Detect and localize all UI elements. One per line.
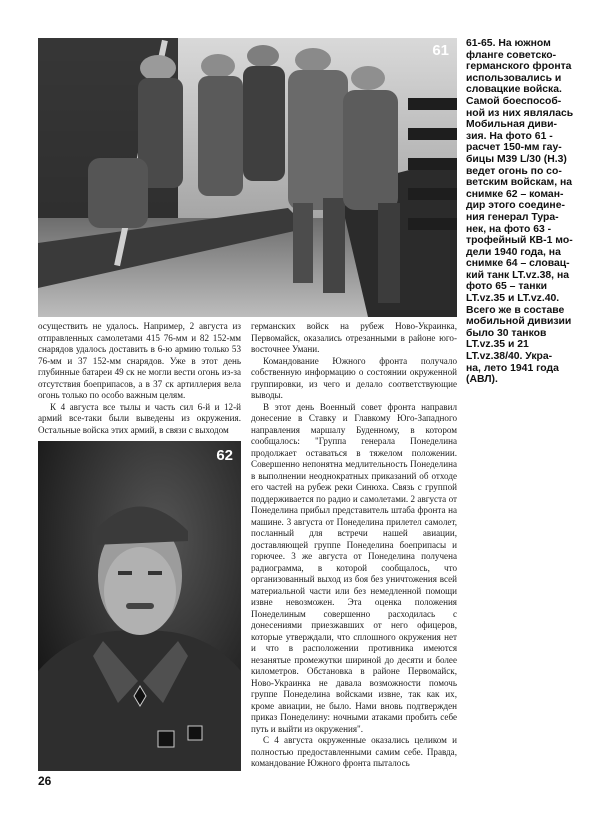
left-column [38,321,241,436]
right-column [251,321,457,770]
photo-62-image [38,441,241,771]
photo-caption [466,38,600,386]
caption-line: на, лето 1941 года [466,362,559,374]
caption-line: использовались и [466,72,562,84]
caption-line: расчет 150-мм гау- [466,142,562,154]
caption-line: ния генерал Тура- [466,211,559,223]
photo-61-number: 61 [432,42,449,59]
paragraph: С 4 августа окруженные оказались целиком и полностью предоставленными самим себе. Правда, командование Южного фронта пыталось [251,735,457,768]
caption-line: словацкие войска. [466,84,562,96]
caption-line: Всего же в составе [466,304,565,316]
caption-line: бицы M39 L/30 (H.3) [466,153,567,165]
caption-line: кий танк LT.vz.38, на [466,269,569,281]
paragraph: К 4 августа все тылы и часть сил 6-й и 12-й армий все-таки были выведены из окружения. Остальные войска этих армий, в связи с выходом [38,401,241,435]
caption-line: дир этого соедине- [466,200,565,212]
caption-line: трофейный КВ-1 мо- [466,235,573,247]
paragraph: германских войск на рубеж Ново-Украинка, Первомайск, оказались отрезанными в районе юго-восточнее Умани. [251,321,457,354]
caption-line: LT.vz.38/40. Укра- [466,351,553,363]
caption-line: зия. На фото 61 - [466,130,553,142]
caption-line: ведет огонь по со- [466,165,562,177]
caption-line: ной из них являлась [466,107,574,119]
photo-61 [38,38,457,317]
page-number: 26 [38,774,52,788]
caption-line: было 30 танков [466,327,547,339]
caption-line: LT.vz.35 и 21 [466,339,529,351]
caption-line: германского фронта [466,61,572,73]
caption-line: 61-65. На южном [466,38,551,49]
caption-line: фланге советско- [466,49,557,61]
caption-line: дели 1940 года, на [466,246,561,258]
caption-line: снимке 62 – коман- [466,188,564,200]
paragraph: осуществить не удалось. Например, 2 августа из отправленных самолетами 415 76-мм и 82 152-мм снарядов удалось доставить в 6-ю армию только 53 76-мм и 37 152-мм снарядов. Уже в этот день глубинные батареи 49 ск не могли вести огонь из-за отсутствия боеприпасов, а в 37 ск артиллерия вела огонь только по особо важным целям. [38,321,241,400]
caption-line: (АВЛ). [466,374,498,386]
photo-62 [38,441,241,771]
caption-line: Самой боеспособ- [466,95,562,107]
caption-line: LT.vz.35 и LT.vz.40. [466,293,560,305]
caption-line: мобильной дивизии [466,316,572,328]
photo-62-number: 62 [216,447,233,464]
caption-line: фото 65 – танки [466,281,548,293]
caption-line: ветским войскам, на [466,177,573,189]
paragraph: В этот день Военный совет фронта направил донесение в Ставку и Главкому Юго-Западного направления маршалу Буденному, в котором сообщалось: "Группа генерала Понеделина продолжает оставаться в тяжелом положении. Совершенно непонятна медлительность Понеделина в выполнении неоднократных приказаний об отходе его частей на рубеж реки Синюха. Связь с группой поддерживается по радио и самолетами. 2 августа от Понеделина прибыл представитель штаба фронта на машине. 3 августа от Понеделина прилетел самолет, посланный для встречи нашей авиации, доставляющей группе Понеделина боеприпасы и горючее. 3 же августа от Понеделина получена радиограмма, в которой сообщалось, что организованный выход из боя без уничтожения всей материальной части или без немедленной помощи извне невозможен. Эта оценка положения Понеделиным совершенно расходилась с донесениями приезжавших от него офицеров, которые утверждали, что сплошного окружения нет и что в расположении противника имеются незанятые промежутки шириной до десяти и более километров. Обстановка в районе Первомайск, Ново-Украинка не давала возможности помочь группе Понеделина войсками извне, так как их, кроме авиации, не было. Нами вновь подтвержден приказ Понеделину: ночными атаками пробить себе путь и выйти из окружения". [251,401,457,734]
paragraph: Командование Южного фронта получало собственную информацию о состоянии окруженной группировки, из чего и делало соответствующие выводы. [251,355,457,400]
caption-line: Мобильная диви- [466,119,558,131]
caption-line: нек, на фото 63 - [466,223,552,235]
caption-line: снимке 64 – словац- [466,258,570,270]
photo-61-image [38,38,457,317]
